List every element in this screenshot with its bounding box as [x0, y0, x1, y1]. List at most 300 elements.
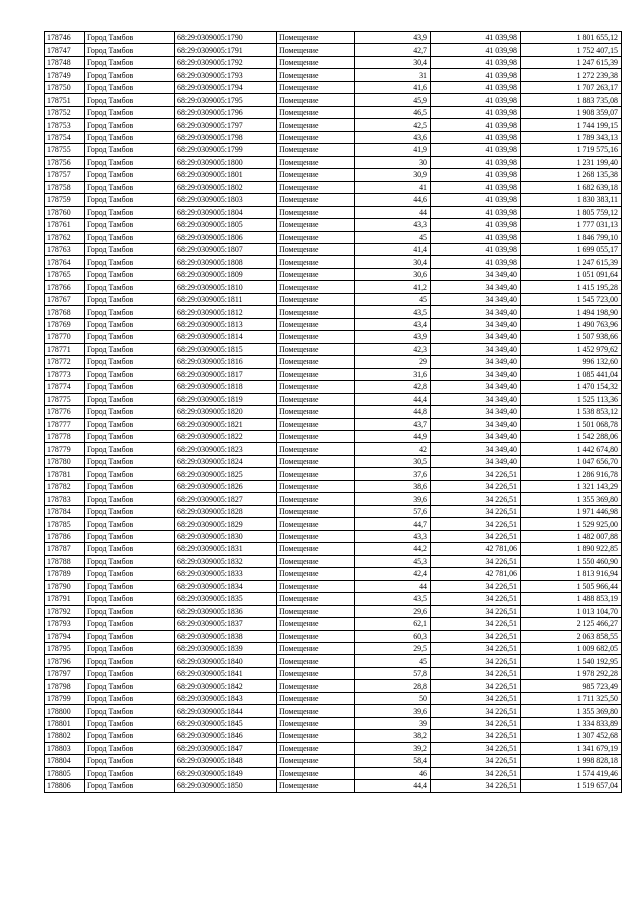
cadastral-number-cell: 68:29:0309005:1825 [175, 468, 277, 480]
city-cell: Город Тамбов [85, 580, 175, 592]
area-cell: 43,6 [355, 131, 431, 143]
cadastral-value-cell: 1 321 143,29 [521, 480, 622, 492]
unit-value-cell: 42 781,06 [431, 568, 521, 580]
city-cell: Город Тамбов [85, 630, 175, 642]
cadastral-value-cell: 1 890 922,85 [521, 543, 622, 555]
area-cell: 44,2 [355, 543, 431, 555]
table-row [45, 717, 622, 729]
city-cell: Город Тамбов [85, 730, 175, 742]
row-number-cell: 178766 [45, 281, 85, 293]
unit-value-cell: 41 039,98 [431, 231, 521, 243]
cadastral-value-cell: 1 488 853,19 [521, 593, 622, 605]
cadastral-value-cell: 1 013 104,70 [521, 605, 622, 617]
table-row [45, 505, 622, 517]
row-number-cell: 178804 [45, 755, 85, 767]
cadastral-value-cell: 996 132,60 [521, 356, 622, 368]
row-number-cell: 178768 [45, 306, 85, 318]
unit-value-cell: 34 349,40 [431, 368, 521, 380]
cadastral-number-cell: 68:29:0309005:1813 [175, 318, 277, 330]
unit-value-cell: 41 039,98 [431, 243, 521, 255]
cadastral-number-cell: 68:29:0309005:1809 [175, 268, 277, 280]
unit-value-cell: 34 226,51 [431, 618, 521, 630]
table-row [45, 194, 622, 206]
cadastral-number-cell: 68:29:0309005:1849 [175, 767, 277, 779]
unit-value-cell: 34 226,51 [431, 692, 521, 704]
object-type-cell: Помещение [277, 206, 355, 218]
area-cell: 29,6 [355, 605, 431, 617]
unit-value-cell: 41 039,98 [431, 256, 521, 268]
row-number-cell: 178788 [45, 555, 85, 567]
cadastral-value-cell: 1 247 615,39 [521, 256, 622, 268]
object-type-cell: Помещение [277, 630, 355, 642]
object-type-cell: Помещение [277, 393, 355, 405]
unit-value-cell: 34 349,40 [431, 356, 521, 368]
unit-value-cell: 34 349,40 [431, 406, 521, 418]
area-cell: 39,2 [355, 742, 431, 754]
unit-value-cell: 41 039,98 [431, 32, 521, 44]
cadastral-value-cell: 1 268 135,38 [521, 169, 622, 181]
table-row [45, 206, 622, 218]
object-type-cell: Помещение [277, 243, 355, 255]
object-type-cell: Помещение [277, 306, 355, 318]
row-number-cell: 178784 [45, 505, 85, 517]
table-row [45, 356, 622, 368]
cadastral-number-cell: 68:29:0309005:1792 [175, 56, 277, 68]
area-cell: 60,3 [355, 630, 431, 642]
table-row [45, 343, 622, 355]
object-type-cell: Помещение [277, 767, 355, 779]
unit-value-cell: 41 039,98 [431, 106, 521, 118]
cadastral-number-cell: 68:29:0309005:1840 [175, 655, 277, 667]
object-type-cell: Помещение [277, 705, 355, 717]
object-type-cell: Помещение [277, 144, 355, 156]
cadastral-value-cell: 1 846 799,10 [521, 231, 622, 243]
city-cell: Город Тамбов [85, 455, 175, 467]
cadastral-number-cell: 68:29:0309005:1827 [175, 493, 277, 505]
table-row [45, 580, 622, 592]
object-type-cell: Помещение [277, 169, 355, 181]
row-number-cell: 178785 [45, 518, 85, 530]
unit-value-cell: 34 349,40 [431, 455, 521, 467]
cadastral-value-cell: 1 341 679,19 [521, 742, 622, 754]
cadastral-value-cell: 1 490 763,96 [521, 318, 622, 330]
cadastral-value-cell: 1 978 292,28 [521, 667, 622, 679]
city-cell: Город Тамбов [85, 331, 175, 343]
area-cell: 41,4 [355, 243, 431, 255]
table-row [45, 667, 622, 679]
object-type-cell: Помещение [277, 131, 355, 143]
area-cell: 43,3 [355, 219, 431, 231]
city-cell: Город Тамбов [85, 543, 175, 555]
cadastral-number-cell: 68:29:0309005:1839 [175, 642, 277, 654]
object-type-cell: Помещение [277, 356, 355, 368]
area-cell: 44 [355, 206, 431, 218]
object-type-cell: Помещение [277, 44, 355, 56]
cadastral-number-cell: 68:29:0309005:1816 [175, 356, 277, 368]
city-cell: Город Тамбов [85, 431, 175, 443]
object-type-cell: Помещение [277, 268, 355, 280]
cadastral-number-cell: 68:29:0309005:1810 [175, 281, 277, 293]
row-number-cell: 178771 [45, 343, 85, 355]
object-type-cell: Помещение [277, 593, 355, 605]
unit-value-cell: 34 226,51 [431, 493, 521, 505]
object-type-cell: Помещение [277, 455, 355, 467]
row-number-cell: 178777 [45, 418, 85, 430]
row-number-cell: 178758 [45, 181, 85, 193]
cadastral-value-cell: 1 247 615,39 [521, 56, 622, 68]
unit-value-cell: 34 226,51 [431, 705, 521, 717]
cadastral-number-cell: 68:29:0309005:1795 [175, 94, 277, 106]
unit-value-cell: 34 226,51 [431, 667, 521, 679]
cadastral-number-cell: 68:29:0309005:1843 [175, 692, 277, 704]
unit-value-cell: 34 226,51 [431, 468, 521, 480]
object-type-cell: Помещение [277, 281, 355, 293]
cadastral-number-cell: 68:29:0309005:1802 [175, 181, 277, 193]
row-number-cell: 178760 [45, 206, 85, 218]
row-number-cell: 178747 [45, 44, 85, 56]
cadastral-value-cell: 1 550 460,90 [521, 555, 622, 567]
unit-value-cell: 34 349,40 [431, 418, 521, 430]
object-type-cell: Помещение [277, 181, 355, 193]
area-cell: 38,6 [355, 480, 431, 492]
cadastral-value-cell: 1 494 198,90 [521, 306, 622, 318]
object-type-cell: Помещение [277, 106, 355, 118]
table-row [45, 219, 622, 231]
cadastral-number-cell: 68:29:0309005:1822 [175, 431, 277, 443]
object-type-cell: Помещение [277, 32, 355, 44]
row-number-cell: 178800 [45, 705, 85, 717]
table-row [45, 181, 622, 193]
city-cell: Город Тамбов [85, 318, 175, 330]
row-number-cell: 178759 [45, 194, 85, 206]
object-type-cell: Помещение [277, 530, 355, 542]
cadastral-number-cell: 68:29:0309005:1806 [175, 231, 277, 243]
row-number-cell: 178775 [45, 393, 85, 405]
table-row [45, 256, 622, 268]
table-row [45, 306, 622, 318]
cadastral-value-cell: 1 307 452,68 [521, 730, 622, 742]
unit-value-cell: 34 226,51 [431, 580, 521, 592]
cadastral-value-cell: 1 519 657,04 [521, 780, 622, 792]
unit-value-cell: 34 349,40 [431, 443, 521, 455]
area-cell: 43,3 [355, 530, 431, 542]
cadastral-number-cell: 68:29:0309005:1841 [175, 667, 277, 679]
area-cell: 58,4 [355, 755, 431, 767]
city-cell: Город Тамбов [85, 32, 175, 44]
city-cell: Город Тамбов [85, 293, 175, 305]
city-cell: Город Тамбов [85, 194, 175, 206]
area-cell: 44,6 [355, 194, 431, 206]
row-number-cell: 178749 [45, 69, 85, 81]
object-type-cell: Помещение [277, 431, 355, 443]
city-cell: Город Тамбов [85, 443, 175, 455]
table-row [45, 705, 622, 717]
cadastral-value-cell: 1 542 288,06 [521, 431, 622, 443]
unit-value-cell: 41 039,98 [431, 206, 521, 218]
row-number-cell: 178750 [45, 81, 85, 93]
cadastral-value-cell: 985 723,49 [521, 680, 622, 692]
cadastral-number-cell: 68:29:0309005:1835 [175, 593, 277, 605]
area-cell: 41,6 [355, 81, 431, 93]
table-row [45, 231, 622, 243]
unit-value-cell: 34 349,40 [431, 343, 521, 355]
city-cell: Город Тамбов [85, 81, 175, 93]
cadastral-number-cell: 68:29:0309005:1808 [175, 256, 277, 268]
cadastral-value-cell: 2 063 858,55 [521, 630, 622, 642]
cadastral-number-cell: 68:29:0309005:1823 [175, 443, 277, 455]
row-number-cell: 178791 [45, 593, 85, 605]
city-cell: Город Тамбов [85, 106, 175, 118]
row-number-cell: 178765 [45, 268, 85, 280]
object-type-cell: Помещение [277, 418, 355, 430]
table-row [45, 780, 622, 792]
object-type-cell: Помещение [277, 505, 355, 517]
cadastral-number-cell: 68:29:0309005:1829 [175, 518, 277, 530]
area-cell: 44 [355, 580, 431, 592]
unit-value-cell: 34 226,51 [431, 530, 521, 542]
cadastral-value-cell: 1 682 639,18 [521, 181, 622, 193]
table-row [45, 543, 622, 555]
area-cell: 45,3 [355, 555, 431, 567]
cadastral-value-cell: 1 699 055,17 [521, 243, 622, 255]
table-row [45, 243, 622, 255]
row-number-cell: 178778 [45, 431, 85, 443]
table-row [45, 94, 622, 106]
table-row [45, 680, 622, 692]
row-number-cell: 178795 [45, 642, 85, 654]
cadastral-value-cell: 1 545 723,00 [521, 293, 622, 305]
city-cell: Город Тамбов [85, 480, 175, 492]
area-cell: 43,4 [355, 318, 431, 330]
row-number-cell: 178787 [45, 543, 85, 555]
cadastral-value-cell: 1 442 674,80 [521, 443, 622, 455]
row-number-cell: 178790 [45, 580, 85, 592]
city-cell: Город Тамбов [85, 780, 175, 792]
object-type-cell: Помещение [277, 518, 355, 530]
city-cell: Город Тамбов [85, 256, 175, 268]
area-cell: 43,9 [355, 32, 431, 44]
table-row [45, 568, 622, 580]
row-number-cell: 178806 [45, 780, 85, 792]
cadastral-value-cell: 1 908 359,07 [521, 106, 622, 118]
cadastral-number-cell: 68:29:0309005:1826 [175, 480, 277, 492]
city-cell: Город Тамбов [85, 119, 175, 131]
table-row [45, 381, 622, 393]
object-type-cell: Помещение [277, 568, 355, 580]
table-row [45, 32, 622, 44]
cadastral-number-cell: 68:29:0309005:1797 [175, 119, 277, 131]
city-cell: Город Тамбов [85, 281, 175, 293]
table-row [45, 655, 622, 667]
row-number-cell: 178753 [45, 119, 85, 131]
unit-value-cell: 34 226,51 [431, 555, 521, 567]
table-row [45, 393, 622, 405]
city-cell: Город Тамбов [85, 231, 175, 243]
area-cell: 41 [355, 181, 431, 193]
row-number-cell: 178793 [45, 618, 85, 630]
cadastral-number-cell: 68:29:0309005:1824 [175, 455, 277, 467]
cadastral-value-cell: 1 525 113,36 [521, 393, 622, 405]
city-cell: Город Тамбов [85, 69, 175, 81]
cadastral-value-cell: 1 538 853,12 [521, 406, 622, 418]
unit-value-cell: 34 349,40 [431, 293, 521, 305]
area-cell: 62,1 [355, 618, 431, 630]
cadastral-number-cell: 68:29:0309005:1804 [175, 206, 277, 218]
unit-value-cell: 41 039,98 [431, 156, 521, 168]
city-cell: Город Тамбов [85, 219, 175, 231]
unit-value-cell: 41 039,98 [431, 169, 521, 181]
cadastral-number-cell: 68:29:0309005:1832 [175, 555, 277, 567]
city-cell: Город Тамбов [85, 530, 175, 542]
table-row [45, 480, 622, 492]
object-type-cell: Помещение [277, 94, 355, 106]
object-type-cell: Помещение [277, 156, 355, 168]
table-row [45, 106, 622, 118]
area-cell: 42,5 [355, 119, 431, 131]
unit-value-cell: 41 039,98 [431, 81, 521, 93]
area-cell: 42,7 [355, 44, 431, 56]
area-cell: 42,4 [355, 568, 431, 580]
cadastral-number-cell: 68:29:0309005:1845 [175, 717, 277, 729]
cadastral-value-cell: 1 883 735,08 [521, 94, 622, 106]
table-row [45, 418, 622, 430]
row-number-cell: 178782 [45, 480, 85, 492]
cadastral-value-cell: 1 752 407,15 [521, 44, 622, 56]
object-type-cell: Помещение [277, 443, 355, 455]
table-row [45, 169, 622, 181]
table-row [45, 555, 622, 567]
cadastral-number-cell: 68:29:0309005:1793 [175, 69, 277, 81]
cadastral-value-cell: 1 813 916,94 [521, 568, 622, 580]
unit-value-cell: 34 349,40 [431, 281, 521, 293]
city-cell: Город Тамбов [85, 692, 175, 704]
cadastral-number-cell: 68:29:0309005:1815 [175, 343, 277, 355]
object-type-cell: Помещение [277, 219, 355, 231]
object-type-cell: Помещение [277, 755, 355, 767]
object-type-cell: Помещение [277, 730, 355, 742]
table-row [45, 293, 622, 305]
table-row [45, 618, 622, 630]
cadastral-value-cell: 1 470 154,32 [521, 381, 622, 393]
object-type-cell: Помещение [277, 642, 355, 654]
table-row [45, 642, 622, 654]
city-cell: Город Тамбов [85, 156, 175, 168]
unit-value-cell: 34 226,51 [431, 755, 521, 767]
object-type-cell: Помещение [277, 368, 355, 380]
table-row [45, 406, 622, 418]
city-cell: Город Тамбов [85, 406, 175, 418]
row-number-cell: 178770 [45, 331, 85, 343]
table-row [45, 156, 622, 168]
area-cell: 43,5 [355, 306, 431, 318]
cadastral-number-cell: 68:29:0309005:1801 [175, 169, 277, 181]
area-cell: 45,9 [355, 94, 431, 106]
row-number-cell: 178756 [45, 156, 85, 168]
cadastral-number-cell: 68:29:0309005:1848 [175, 755, 277, 767]
area-cell: 50 [355, 692, 431, 704]
city-cell: Город Тамбов [85, 306, 175, 318]
object-type-cell: Помещение [277, 580, 355, 592]
object-type-cell: Помещение [277, 56, 355, 68]
unit-value-cell: 41 039,98 [431, 56, 521, 68]
row-number-cell: 178783 [45, 493, 85, 505]
table-row [45, 119, 622, 131]
city-cell: Город Тамбов [85, 243, 175, 255]
cadastral-value-cell: 1 501 068,78 [521, 418, 622, 430]
cadastral-value-cell: 1 789 343,13 [521, 131, 622, 143]
unit-value-cell: 34 349,40 [431, 268, 521, 280]
cadastral-number-cell: 68:29:0309005:1838 [175, 630, 277, 642]
area-cell: 29 [355, 356, 431, 368]
cadastral-value-cell: 1 529 925,00 [521, 518, 622, 530]
object-type-cell: Помещение [277, 493, 355, 505]
row-number-cell: 178769 [45, 318, 85, 330]
cadastral-number-cell: 68:29:0309005:1800 [175, 156, 277, 168]
area-cell: 44,9 [355, 431, 431, 443]
cadastral-value-cell: 1 505 966,44 [521, 580, 622, 592]
cadastral-value-cell: 1 047 656,70 [521, 455, 622, 467]
city-cell: Город Тамбов [85, 593, 175, 605]
cadastral-value-cell: 1 009 682,05 [521, 642, 622, 654]
cadastral-number-cell: 68:29:0309005:1790 [175, 32, 277, 44]
cadastral-number-cell: 68:29:0309005:1828 [175, 505, 277, 517]
area-cell: 28,8 [355, 680, 431, 692]
area-cell: 57,8 [355, 667, 431, 679]
city-cell: Город Тамбов [85, 568, 175, 580]
table-row [45, 692, 622, 704]
area-cell: 39,6 [355, 705, 431, 717]
area-cell: 42 [355, 443, 431, 455]
unit-value-cell: 41 039,98 [431, 44, 521, 56]
cadastral-number-cell: 68:29:0309005:1850 [175, 780, 277, 792]
unit-value-cell: 34 226,51 [431, 680, 521, 692]
row-number-cell: 178767 [45, 293, 85, 305]
row-number-cell: 178805 [45, 767, 85, 779]
cadastral-number-cell: 68:29:0309005:1799 [175, 144, 277, 156]
cadastral-number-cell: 68:29:0309005:1818 [175, 381, 277, 393]
city-cell: Город Тамбов [85, 705, 175, 717]
table-row [45, 767, 622, 779]
unit-value-cell: 34 349,40 [431, 381, 521, 393]
area-cell: 45 [355, 231, 431, 243]
area-cell: 30,4 [355, 56, 431, 68]
object-type-cell: Помещение [277, 406, 355, 418]
object-type-cell: Помещение [277, 231, 355, 243]
table-body [45, 32, 622, 793]
city-cell: Город Тамбов [85, 418, 175, 430]
cadastral-number-cell: 68:29:0309005:1846 [175, 730, 277, 742]
unit-value-cell: 41 039,98 [431, 181, 521, 193]
unit-value-cell: 41 039,98 [431, 69, 521, 81]
cadastral-number-cell: 68:29:0309005:1814 [175, 331, 277, 343]
unit-value-cell: 41 039,98 [431, 131, 521, 143]
cadastral-number-cell: 68:29:0309005:1847 [175, 742, 277, 754]
table-row [45, 81, 622, 93]
object-type-cell: Помещение [277, 555, 355, 567]
cadastral-value-cell: 1 574 419,46 [521, 767, 622, 779]
city-cell: Город Тамбов [85, 169, 175, 181]
city-cell: Город Тамбов [85, 56, 175, 68]
row-number-cell: 178792 [45, 605, 85, 617]
area-cell: 43,5 [355, 593, 431, 605]
city-cell: Город Тамбов [85, 680, 175, 692]
unit-value-cell: 34 226,51 [431, 655, 521, 667]
object-type-cell: Помещение [277, 381, 355, 393]
unit-value-cell: 34 226,51 [431, 642, 521, 654]
unit-value-cell: 34 226,51 [431, 605, 521, 617]
cadastral-number-cell: 68:29:0309005:1803 [175, 194, 277, 206]
cadastral-value-cell: 1 830 383,11 [521, 194, 622, 206]
